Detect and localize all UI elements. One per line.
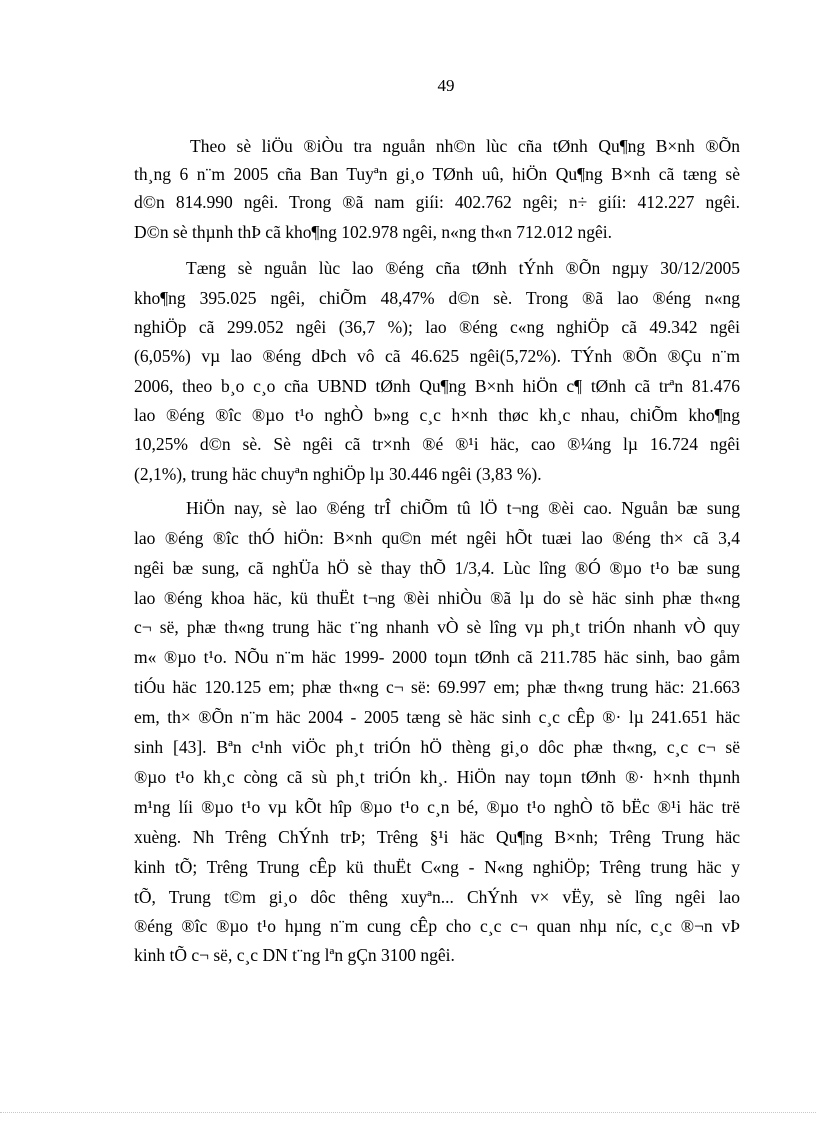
text-line: ®µo t¹o kh¸c còng cã sù ph¸t triÓn kh¸. HiÖn nay toµn tØnh ®· h×nh thµnh [134, 767, 740, 787]
text-line: kinh tÕ; Trêng Trung cÊp kü thuËt C«ng - N«ng nghiÖp; Trêng trung häc y [134, 857, 740, 877]
text-line: d©n 814.990 ngêi. Trong ®ã nam giíi: 402.762 ngêi; n÷ giíi: 412.227 ngêi. [134, 192, 740, 212]
text-line: 10,25% d©n sè. Sè ngêi cã tr×nh ®é ®¹i häc, cao ®¼ng lµ 16.724 ngêi [134, 434, 740, 454]
text-line: xuèng. Nh Trêng ChÝnh trÞ; Trêng §¹i häc Qu¶ng B×nh; Trêng Trung häc [134, 827, 740, 847]
text-line: HiÖn nay, sè lao ®éng trÎ chiÕm tû lÖ t¬ng ®èi cao. Nguån bæ sung [186, 498, 740, 518]
text-line: lao ®éng ®îc ®µo t¹o nghÒ b»ng c¸c h×nh thøc kh¸c nhau, chiÕm kho¶ng [134, 405, 740, 425]
text-line: m« ®µo t¹o. NÕu n¨m häc 1999- 2000 toµn tØnh cã 211.785 häc sinh, bao gåm [134, 647, 740, 667]
text-line: em, th× ®Õn n¨m häc 2004 - 2005 tæng sè häc sinh c¸c cÊp ®· lµ 241.651 häc [134, 707, 740, 727]
text-line: tiÓu häc 120.125 em; phæ th«ng c¬ së: 69.997 em; phæ th«ng trung häc: 21.663 [134, 677, 740, 697]
text-line: (2,1%), trung häc chuyªn nghiÖp lµ 30.446 ngêi (3,83 %). [134, 464, 542, 484]
text-line: sinh [43]. Bªn c¹nh viÖc ph¸t triÓn hÖ thèng gi¸o dôc phæ th«ng, c¸c c¬ së [134, 737, 740, 757]
page-number: 49 [437, 76, 455, 95]
text-line: nghiÖp cã 299.052 ngêi (36,7 %); lao ®éng c«ng nghiÖp cã 49.342 ngêi [134, 317, 740, 337]
text-line: lao ®éng khoa häc, kü thuËt t¬ng ®èi nhiÒu ®ã lµ do sè häc sinh phæ th«ng [134, 588, 740, 608]
text-line: ngêi bæ sung, cã nghÜa hÖ sè thay thÕ 1/3,4. Lùc lîng ®Ó ®µo t¹o bæ sung [134, 558, 740, 578]
text-line: c¬ së, phæ th«ng trung häc t¨ng nhanh vÒ sè lîng vµ ph¸t triÓn nhanh vÒ quy [134, 617, 740, 637]
text-line: (6,05%) vµ lao ®éng dÞch vô cã 46.625 ngêi(5,72%). TÝnh ®Õn ®Çu n¨m [134, 346, 740, 366]
text-line: ®éng ®îc ®µo t¹o hµng n¨m cung cÊp cho c¸c c¬ quan nhµ níc, c¸c ®¬n vÞ [134, 916, 740, 936]
text-line: tÕ, Trung t©m gi¸o dôc thêng xuyªn... ChÝnh v× vËy, sè lîng ngêi lao [134, 887, 740, 907]
text-line: D©n sè thµnh thÞ cã kho¶ng 102.978 ngêi, n«ng th«n 712.012 ngêi. [134, 222, 613, 242]
text-line: th¸ng 6 n¨m 2005 cña Ban Tuyªn gi¸o TØnh uû, hiÖn Qu¶ng B×nh cã tæng sè [134, 164, 740, 184]
text-line: Theo sè liÖu ®iÒu tra nguån nh©n lùc cña tØnh Qu¶ng B×nh ®Õn [190, 136, 740, 156]
text-line: Tæng sè nguån lùc lao ®éng cña tØnh tÝnh ®Õn ngµy 30/12/2005 [186, 258, 740, 278]
text-line: 2006, theo b¸o c¸o cña UBND tØnh Qu¶ng B×nh hiÖn c¶ tØnh cã trªn 81.476 [134, 376, 740, 396]
text-line: kho¶ng 395.025 ngêi, chiÕm 48,47% d©n sè. Trong ®ã lao ®éng n«ng [134, 288, 740, 308]
page-bottom-rule [0, 1112, 816, 1113]
text-line: lao ®éng ®îc thÓ hiÖn: B×nh qu©n mét ngêi hÕt tuæi lao ®éng th× cã 3,4 [134, 528, 740, 548]
text-line: m¹ng líi ®µo t¹o vµ kÕt hîp ®µo t¹o c¸n bé, ®µo t¹o nghÒ tõ bËc ®¹i häc trë [134, 797, 740, 817]
text-line: kinh tÕ c¬ së, c¸c DN t¨ng lªn gÇn 3100 ngêi. [134, 945, 455, 965]
